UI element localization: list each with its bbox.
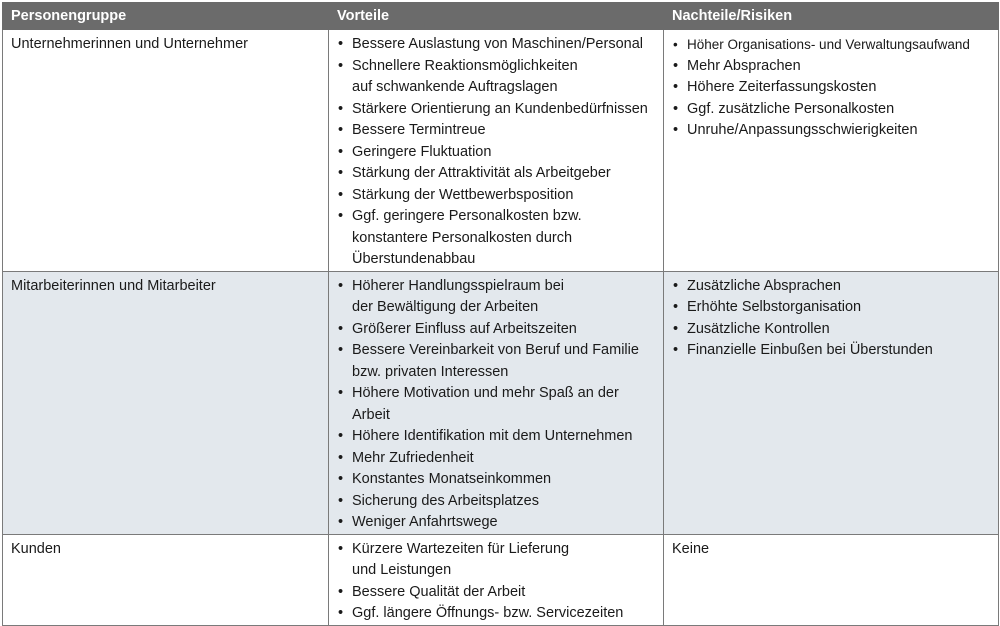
list-item: • Bessere Qualität der Arbeit [337,582,655,604]
group-label: Kunden [11,540,61,557]
group-label: Unternehmerinnen und Unternehmer [11,36,248,52]
list-item: • Erhöhte Selbstorganisation [672,297,990,319]
header-personengruppe: Personengruppe [3,3,329,30]
advantages-cell [329,30,664,272]
risks-list [672,34,990,142]
header-row [3,3,999,30]
list-item: • Finanzielle Einbußen bei Überstunden [672,340,990,362]
list-item: • Bessere Vereinbarkeit von Beruf und Familie bzw. privaten Interessen [337,340,655,383]
list-item: • Ggf. längere Öffnungs- bzw. Servicezeiten [337,603,655,625]
group-cell [3,271,329,534]
list-item: • Stärkung der Wettbewerbsposition [337,185,655,207]
advantages-cell [329,271,664,534]
comparison-table [2,2,999,626]
risks-cell [664,30,999,272]
group-cell [3,534,329,625]
list-item: • Höhere Zeiterfassungskosten [672,77,990,99]
list-item: • Bessere Termintreue [337,120,655,142]
list-item: • Höherer Handlungsspielraum bei der Bewältigung der Arbeiten [337,276,655,319]
header-vorteile: Vorteile [329,3,664,30]
header-nachteile: Nachteile/Risiken [664,3,999,30]
risks-text: Keine [672,540,710,557]
table-row [3,30,999,272]
list-item: • Stärkere Orientierung an Kundenbedürfnissen [337,99,655,121]
list-item: • Ggf. zusätzliche Personalkosten [672,99,990,121]
risks-cell [664,534,999,625]
list-item: • Höhere Motivation und mehr Spaß an der Arbeit [337,383,655,426]
advantages-list [337,34,655,271]
list-item: • Zusätzliche Kontrollen [672,319,990,341]
advantages-cell [329,534,664,625]
advantages-list [337,276,655,534]
list-item: • Höher Organisations- und Verwaltungsaufwand [672,34,990,56]
list-item: • Stärkung der Attraktivität als Arbeitgeber [337,163,655,185]
list-item: • Mehr Zufriedenheit [337,448,655,470]
list-item: • Sicherung des Arbeitsplatzes [337,491,655,513]
advantages-list [337,539,655,625]
list-item: • Unruhe/Anpassungsschwierigkeiten [672,120,990,142]
list-item: • Kürzere Wartezeiten für Lieferung und Leistungen [337,539,655,582]
table-row [3,534,999,625]
list-item: • Mehr Absprachen [672,56,990,78]
list-item: • Weniger Anfahrtswege [337,512,655,534]
list-item: • Konstantes Monatseinkommen [337,469,655,491]
list-item: • Höhere Identifikation mit dem Unternehmen [337,426,655,448]
list-item: • Zusätzliche Absprachen [672,276,990,298]
list-item: • Schnellere Reaktionsmöglichkeiten auf schwankende Auftragslagen [337,56,655,99]
list-item: • Größerer Einfluss auf Arbeitszeiten [337,319,655,341]
risks-list [672,276,990,362]
group-label: Mitarbeiterinnen und Mitarbeiter [11,277,216,294]
list-item: • Geringere Fluktuation [337,142,655,164]
risks-cell [664,271,999,534]
group-cell [3,30,329,272]
list-item: • Bessere Auslastung von Maschinen/Personal [337,34,655,56]
list-item: • Ggf. geringere Personalkosten bzw. konstantere Personalkosten durch Überstundenabbau [337,206,655,271]
table-row [3,271,999,534]
